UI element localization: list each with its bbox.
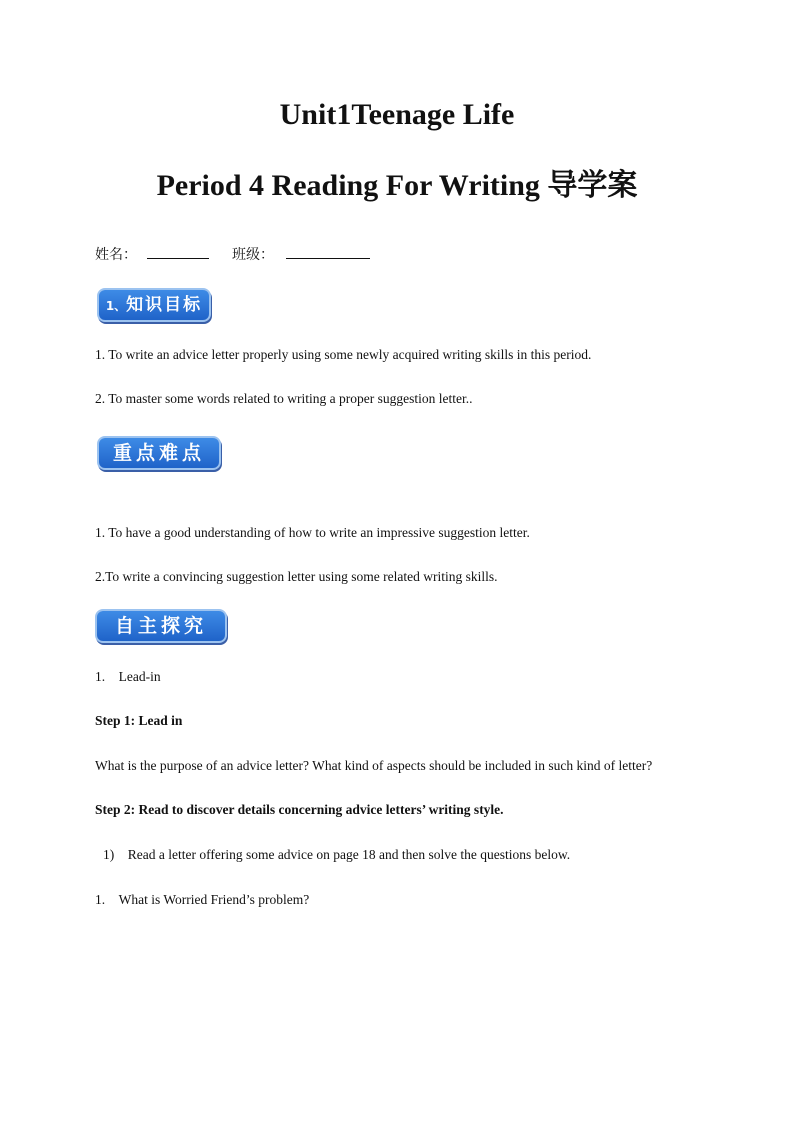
objectives-badge — [99, 290, 209, 320]
key-points-badge: 重点难点 — [99, 438, 219, 468]
class-label: 班级： — [232, 248, 274, 263]
objectives-badge-number: 1、 — [105, 299, 127, 313]
step2-title: Step 2: Read to discover details concerning advice letters’ writing style. — [95, 802, 504, 817]
lead-in-heading: 1. Lead-in — [95, 669, 161, 684]
document-title: Unit1Teenage Life — [279, 98, 515, 131]
name-blank[interactable] — [147, 244, 209, 259]
exploration-badge: 自主探究 — [97, 611, 225, 641]
name-label: 姓名： — [95, 248, 137, 263]
document-subtitle: Period 4 Reading For Writing 导学案 — [156, 169, 638, 202]
question-1: 1. What is Worried Friend’s problem? — [95, 892, 310, 907]
objective-item-2: 2. To master some words related to writing a proper suggestion letter.. — [95, 391, 473, 406]
step2-subitem: 1) Read a letter offering some advice on page 18 and then solve the questions below. — [103, 847, 571, 862]
step1-title: Step 1: Lead in — [95, 713, 183, 728]
student-info-row — [95, 244, 370, 266]
class-blank[interactable] — [286, 244, 370, 259]
objectives-badge-label: 知识目标 — [126, 295, 203, 315]
objective-item-1: 1. To write an advice letter properly using some newly acquired writing skills in this period. — [95, 347, 592, 362]
step1-question: What is the purpose of an advice letter? What kind of aspects should be included in such kind of letter? — [95, 758, 653, 773]
key-point-item-2: 2.To write a convincing suggestion letter using some related writing skills. — [95, 569, 498, 584]
key-point-item-1: 1. To have a good understanding of how to write an impressive suggestion letter. — [95, 525, 530, 540]
